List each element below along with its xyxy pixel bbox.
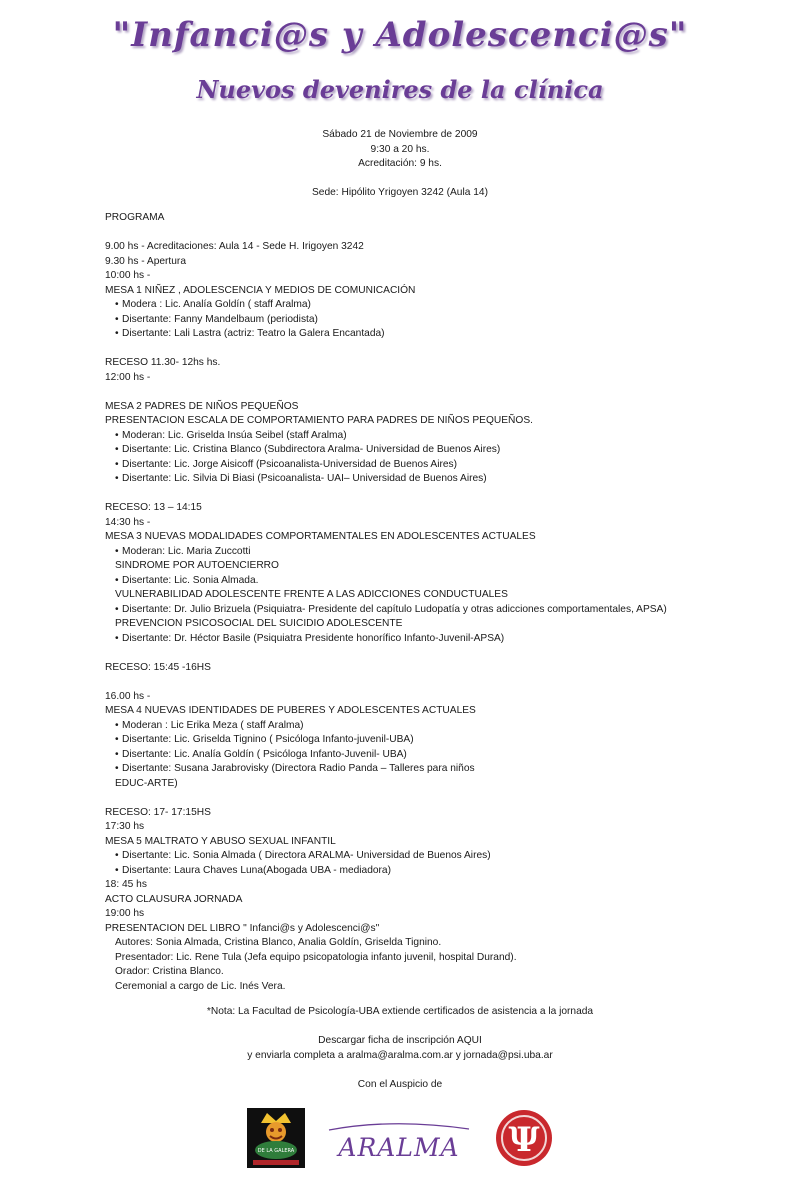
download-link[interactable]: Descargar ficha de inscripción AQUI	[318, 1035, 482, 1046]
panel-speaker: • Disertante: Lic. Griselda Tignino ( Psicóloga Infanto-juvenil-UBA)	[105, 733, 785, 748]
panel-speaker: • Disertante: Lic. Silvia Di Biasi (Psicoanalista- UAI– Universidad de Buenos Aires)	[105, 472, 785, 487]
teatro-galera-logo	[247, 1108, 305, 1168]
program-line: RECESO: 13 – 14:15	[105, 502, 202, 513]
svg-text:DE LA GALERA: DE LA GALERA	[257, 1148, 295, 1154]
panel-speaker: • Disertante: Fanny Mandelbaum (periodista)	[105, 313, 785, 328]
panel-speaker: • Disertante: Laura Chaves Luna(Abogada UBA - mediadora)	[105, 864, 785, 879]
panel-speaker: • Disertante: Lali Lastra (actriz: Teatro la Galera Encantada)	[105, 327, 785, 342]
footer	[0, 1005, 800, 1092]
panel-speaker: • Disertante: Lic. Cristina Blanco (Subdirectora Aralma- Universidad de Buenos Aires)	[105, 443, 785, 458]
talk-title: VULNERABILIDAD ADOLESCENTE FRENTE A LAS ADICCIONES CONDUCTUALES	[115, 589, 508, 600]
program-line: RECESO 11.30- 12hs hs.	[105, 357, 221, 368]
program-line: 19:00 hs	[105, 908, 145, 919]
page-title: "Infanci@s y Adolescenci@s"	[112, 15, 688, 55]
program-line: EDUC-ARTE)	[115, 777, 178, 789]
event-accreditation: Acreditación: 9 hs.	[358, 158, 442, 169]
sponsor-logos	[0, 1108, 800, 1170]
program-line: 9.00 hs - Acreditaciones: Aula 14 - Sede H. Irigoyen 3242	[105, 241, 364, 252]
panel-speaker: • Disertante: Lic. Analía Goldín ( Psicóloga Infanto-Juvenil- UBA)	[105, 748, 785, 763]
program-line: RECESO: 15:45 -16HS	[105, 661, 211, 673]
program-line: PRESENTACION DEL LIBRO " Infanci@s y Adolescenci@s"	[105, 922, 380, 934]
panel-speaker: • Disertante: Dr. Héctor Basile (Psiquiatra Presidente honorífico Infanto-Juvenil-APSA)	[105, 632, 785, 647]
program-line: Orador: Cristina Blanco.	[115, 966, 224, 977]
panel-speaker: • Moderan: Lic. Griselda Insúa Seibel (staff Aralma)	[105, 429, 785, 444]
event-date: Sábado 21 de Noviembre de 2009	[322, 129, 478, 140]
panel-title: MESA 5 MALTRATO Y ABUSO SEXUAL INFANTIL	[105, 835, 336, 847]
talk-title: SINDROME POR AUTOENCIERRO	[115, 560, 279, 571]
program-line: 18: 45 hs	[105, 879, 147, 890]
panel-speaker: • Moderan: Lic. Maria Zuccotti	[105, 545, 785, 560]
talk-title: PREVENCION PSICOSOCIAL DEL SUICIDIO ADOLESCENTE	[115, 618, 403, 629]
panel-title: MESA 3 NUEVAS MODALIDADES COMPORTAMENTALES EN ADOLESCENTES ACTUALES	[105, 531, 536, 542]
event-info	[0, 128, 800, 201]
svg-text:ARALMA: ARALMA	[338, 1133, 460, 1162]
panel-subtitle: PRESENTACION ESCALA DE COMPORTAMIENTO PARA PADRES DE NIÑOS PEQUEÑOS.	[105, 415, 533, 426]
page-subtitle: Nuevos devenires de la clínica	[196, 75, 604, 104]
program-heading: PROGRAMA	[105, 212, 165, 223]
panel-speaker: • Disertante: Lic. Sonia Almada ( Directora ARALMA- Universidad de Buenos Aires)	[105, 849, 785, 864]
program-line: Autores: Sonia Almada, Cristina Blanco, Analia Goldín, Griselda Tignino.	[115, 937, 442, 948]
program-line: 10:00 hs -	[105, 270, 151, 281]
program-line: Ceremonial a cargo de Lic. Inés Vera.	[115, 980, 286, 992]
program-line: RECESO: 17- 17:15HS	[105, 806, 211, 818]
aralma-logo	[323, 1120, 475, 1162]
program-line: 14:30 hs -	[105, 516, 151, 528]
psychology-faculty-logo	[494, 1108, 554, 1168]
panel-speaker: • Moderan : Lic Erika Meza ( staff Aralma)	[105, 719, 785, 734]
panel-speaker: • Disertante: Lic. Jorge Aisicoff (Psicoanalista-Universidad de Buenos Aires)	[105, 458, 785, 473]
program-line: ACTO CLAUSURA JORNADA	[105, 893, 243, 905]
event-hours: 9:30 a 20 hs.	[370, 143, 430, 155]
program	[105, 211, 785, 994]
program-line: Presentador: Lic. Rene Tula (Jefa equipo psicopatologia infanto juvenil, hospital Durand).	[115, 951, 517, 963]
panel-title: MESA 1 NIÑEZ , ADOLESCENCIA Y MEDIOS DE COMUNICACIÓN	[105, 284, 416, 296]
panel-speaker: • Disertante: Susana Jarabrovisky (Directora Radio Panda – Talleres para niños	[105, 762, 785, 777]
program-line: 12:00 hs -	[105, 371, 151, 383]
certificate-note: *Nota: La Facultad de Psicología-UBA extiende certificados de asistencia a la jornada	[206, 1006, 594, 1017]
panel-speaker: • Modera : Lic. Analía Goldín ( staff Aralma)	[105, 298, 785, 313]
event-venue: Sede: Hipólito Yrigoyen 3242 (Aula 14)	[312, 187, 488, 198]
program-line: 17:30 hs	[105, 821, 145, 832]
panel-speaker: • Disertante: Dr. Julio Brizuela (Psiquiatra- Presidente del capítulo Ludopatía y otras adicciones comportamentales, APSA)	[105, 603, 785, 618]
send-email-text: y enviarla completa a aralma@aralma.com.ar y jornada@psi.uba.ar	[247, 1049, 553, 1061]
panel-speaker: • Disertante: Lic. Sonia Almada.	[105, 574, 785, 589]
program-line: 9.30 hs - Apertura	[105, 255, 186, 267]
sponsor-intro: Con el Auspicio de	[357, 1078, 443, 1090]
panel-title: MESA 2 PADRES DE NIÑOS PEQUEÑOS	[105, 400, 299, 412]
program-line: 16.00 hs -	[105, 690, 151, 702]
svg-text:Ψ: Ψ	[508, 1120, 540, 1160]
panel-title: MESA 4 NUEVAS IDENTIDADES DE PUBERES Y ADOLESCENTES ACTUALES	[105, 705, 476, 716]
